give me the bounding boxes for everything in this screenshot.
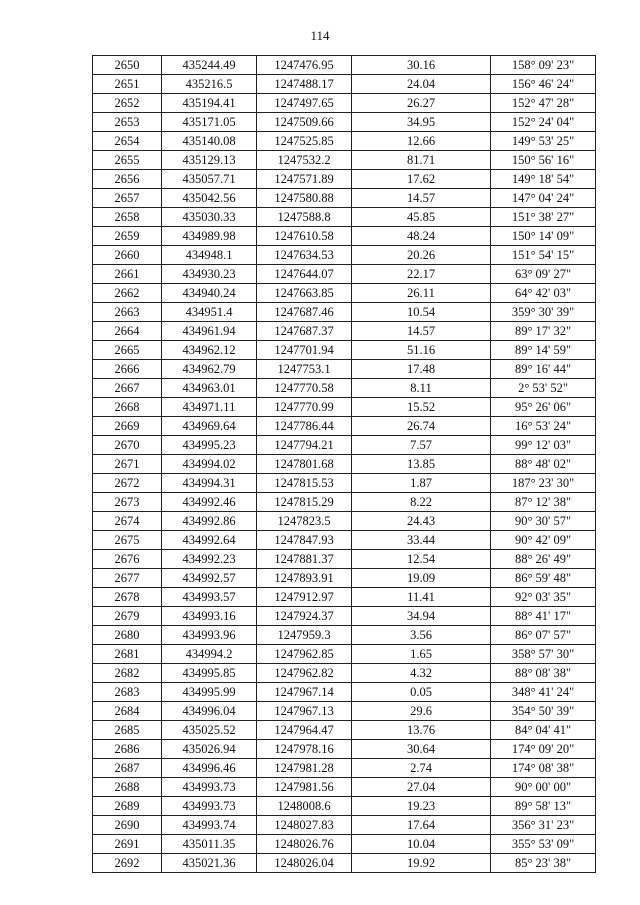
y-coordinate-cell: 1247967.13 [257, 702, 352, 721]
y-coordinate-cell: 1247962.85 [257, 645, 352, 664]
point-number-cell: 2684 [93, 702, 162, 721]
distance-cell: 8.22 [352, 493, 491, 512]
bearing-cell: 359° 30' 39" [491, 303, 596, 322]
x-coordinate-cell: 434930.23 [162, 265, 257, 284]
table-row [93, 113, 596, 132]
bearing-cell: 348° 41' 24" [491, 683, 596, 702]
distance-cell: 12.66 [352, 132, 491, 151]
y-coordinate-cell: 1247687.46 [257, 303, 352, 322]
point-number-cell: 2656 [93, 170, 162, 189]
distance-cell: 13.76 [352, 721, 491, 740]
bearing-cell: 95° 26' 06" [491, 398, 596, 417]
x-coordinate-cell: 435026.94 [162, 740, 257, 759]
distance-cell: 24.43 [352, 512, 491, 531]
distance-cell: 1.87 [352, 474, 491, 493]
bearing-cell: 358° 57' 30" [491, 645, 596, 664]
bearing-cell: 151° 54' 15" [491, 246, 596, 265]
distance-cell: 81.71 [352, 151, 491, 170]
bearing-cell: 156° 46' 24" [491, 75, 596, 94]
table-row [93, 797, 596, 816]
distance-cell: 34.94 [352, 607, 491, 626]
y-coordinate-cell: 1247815.29 [257, 493, 352, 512]
x-coordinate-cell: 434995.23 [162, 436, 257, 455]
bearing-cell: 63° 09' 27" [491, 265, 596, 284]
x-coordinate-cell: 434992.23 [162, 550, 257, 569]
x-coordinate-cell: 435194.41 [162, 94, 257, 113]
distance-cell: 19.23 [352, 797, 491, 816]
table-row [93, 835, 596, 854]
bearing-cell: 147° 04' 24" [491, 189, 596, 208]
table-row [93, 607, 596, 626]
bearing-cell: 152° 24' 04" [491, 113, 596, 132]
x-coordinate-cell: 434995.99 [162, 683, 257, 702]
point-number-cell: 2692 [93, 854, 162, 873]
distance-cell: 11.41 [352, 588, 491, 607]
distance-cell: 15.52 [352, 398, 491, 417]
y-coordinate-cell: 1247634.53 [257, 246, 352, 265]
distance-cell: 13.85 [352, 455, 491, 474]
point-number-cell: 2658 [93, 208, 162, 227]
table-row [93, 265, 596, 284]
point-number-cell: 2691 [93, 835, 162, 854]
table-row [93, 341, 596, 360]
point-number-cell: 2668 [93, 398, 162, 417]
y-coordinate-cell: 1248027.83 [257, 816, 352, 835]
distance-cell: 45.85 [352, 208, 491, 227]
x-coordinate-cell: 434962.79 [162, 360, 257, 379]
y-coordinate-cell: 1247815.53 [257, 474, 352, 493]
table-row [93, 284, 596, 303]
bearing-cell: 88° 48' 02" [491, 455, 596, 474]
y-coordinate-cell: 1247687.37 [257, 322, 352, 341]
table-row [93, 778, 596, 797]
x-coordinate-cell: 434989.98 [162, 227, 257, 246]
x-coordinate-cell: 434961.94 [162, 322, 257, 341]
x-coordinate-cell: 434994.02 [162, 455, 257, 474]
distance-cell: 24.04 [352, 75, 491, 94]
point-number-cell: 2666 [93, 360, 162, 379]
y-coordinate-cell: 1247981.28 [257, 759, 352, 778]
y-coordinate-cell: 1247663.85 [257, 284, 352, 303]
y-coordinate-cell: 1248026.04 [257, 854, 352, 873]
x-coordinate-cell: 435216.5 [162, 75, 257, 94]
distance-cell: 22.17 [352, 265, 491, 284]
table-row [93, 303, 596, 322]
y-coordinate-cell: 1247509.66 [257, 113, 352, 132]
y-coordinate-cell: 1247610.58 [257, 227, 352, 246]
x-coordinate-cell: 434993.16 [162, 607, 257, 626]
distance-cell: 8.11 [352, 379, 491, 398]
y-coordinate-cell: 1248008.6 [257, 797, 352, 816]
table-row [93, 379, 596, 398]
point-number-cell: 2657 [93, 189, 162, 208]
bearing-cell: 152° 47' 28" [491, 94, 596, 113]
y-coordinate-cell: 1247924.37 [257, 607, 352, 626]
distance-cell: 12.54 [352, 550, 491, 569]
x-coordinate-cell: 435042.56 [162, 189, 257, 208]
table-row [93, 493, 596, 512]
distance-cell: 29.6 [352, 702, 491, 721]
distance-cell: 20.26 [352, 246, 491, 265]
table-row [93, 151, 596, 170]
bearing-cell: 89° 14' 59" [491, 341, 596, 360]
table-row [93, 208, 596, 227]
y-coordinate-cell: 1247571.89 [257, 170, 352, 189]
y-coordinate-cell: 1247978.16 [257, 740, 352, 759]
y-coordinate-cell: 1247770.58 [257, 379, 352, 398]
point-number-cell: 2670 [93, 436, 162, 455]
point-number-cell: 2650 [93, 56, 162, 75]
y-coordinate-cell: 1247964.47 [257, 721, 352, 740]
point-number-cell: 2669 [93, 417, 162, 436]
x-coordinate-cell: 434993.96 [162, 626, 257, 645]
bearing-cell: 90° 30' 57" [491, 512, 596, 531]
distance-cell: 10.04 [352, 835, 491, 854]
point-number-cell: 2660 [93, 246, 162, 265]
table-row [93, 417, 596, 436]
x-coordinate-cell: 434951.4 [162, 303, 257, 322]
distance-cell: 1.65 [352, 645, 491, 664]
table-row [93, 56, 596, 75]
point-number-cell: 2679 [93, 607, 162, 626]
x-coordinate-cell: 434940.24 [162, 284, 257, 303]
table-row [93, 436, 596, 455]
x-coordinate-cell: 434963.01 [162, 379, 257, 398]
table-body [93, 56, 596, 873]
point-number-cell: 2665 [93, 341, 162, 360]
distance-cell: 48.24 [352, 227, 491, 246]
distance-cell: 19.92 [352, 854, 491, 873]
point-number-cell: 2690 [93, 816, 162, 835]
bearing-cell: 150° 14' 09" [491, 227, 596, 246]
point-number-cell: 2673 [93, 493, 162, 512]
y-coordinate-cell: 1247497.65 [257, 94, 352, 113]
distance-cell: 0.05 [352, 683, 491, 702]
table-row [93, 398, 596, 417]
bearing-cell: 150° 56' 16" [491, 151, 596, 170]
table-row [93, 740, 596, 759]
point-number-cell: 2662 [93, 284, 162, 303]
y-coordinate-cell: 1247881.37 [257, 550, 352, 569]
x-coordinate-cell: 434993.73 [162, 778, 257, 797]
y-coordinate-cell: 1247893.91 [257, 569, 352, 588]
distance-cell: 17.48 [352, 360, 491, 379]
x-coordinate-cell: 435171.05 [162, 113, 257, 132]
point-number-cell: 2688 [93, 778, 162, 797]
y-coordinate-cell: 1247912.97 [257, 588, 352, 607]
bearing-cell: 16° 53' 24" [491, 417, 596, 436]
bearing-cell: 187° 23' 30" [491, 474, 596, 493]
point-number-cell: 2677 [93, 569, 162, 588]
point-number-cell: 2678 [93, 588, 162, 607]
x-coordinate-cell: 435021.36 [162, 854, 257, 873]
y-coordinate-cell: 1248026.76 [257, 835, 352, 854]
point-number-cell: 2654 [93, 132, 162, 151]
table-row [93, 512, 596, 531]
distance-cell: 30.16 [352, 56, 491, 75]
y-coordinate-cell: 1247847.93 [257, 531, 352, 550]
y-coordinate-cell: 1247701.94 [257, 341, 352, 360]
point-number-cell: 2663 [93, 303, 162, 322]
point-number-cell: 2683 [93, 683, 162, 702]
x-coordinate-cell: 434992.57 [162, 569, 257, 588]
bearing-cell: 90° 42' 09" [491, 531, 596, 550]
y-coordinate-cell: 1247580.88 [257, 189, 352, 208]
y-coordinate-cell: 1247959.3 [257, 626, 352, 645]
bearing-cell: 354° 50' 39" [491, 702, 596, 721]
bearing-cell: 84° 04' 41" [491, 721, 596, 740]
y-coordinate-cell: 1247525.85 [257, 132, 352, 151]
table-row [93, 170, 596, 189]
distance-cell: 17.62 [352, 170, 491, 189]
bearing-cell: 355° 53' 09" [491, 835, 596, 854]
bearing-cell: 86° 07' 57" [491, 626, 596, 645]
point-number-cell: 2661 [93, 265, 162, 284]
point-number-cell: 2667 [93, 379, 162, 398]
table-row [93, 189, 596, 208]
y-coordinate-cell: 1247753.1 [257, 360, 352, 379]
table-row [93, 645, 596, 664]
point-number-cell: 2652 [93, 94, 162, 113]
table-row [93, 455, 596, 474]
distance-cell: 17.64 [352, 816, 491, 835]
y-coordinate-cell: 1247644.07 [257, 265, 352, 284]
distance-cell: 10.54 [352, 303, 491, 322]
table-row [93, 132, 596, 151]
x-coordinate-cell: 435140.08 [162, 132, 257, 151]
bearing-cell: 86° 59' 48" [491, 569, 596, 588]
x-coordinate-cell: 434996.46 [162, 759, 257, 778]
x-coordinate-cell: 434962.12 [162, 341, 257, 360]
bearing-cell: 89° 58' 13" [491, 797, 596, 816]
point-number-cell: 2671 [93, 455, 162, 474]
bearing-cell: 92° 03' 35" [491, 588, 596, 607]
table-row [93, 550, 596, 569]
y-coordinate-cell: 1247770.99 [257, 398, 352, 417]
bearing-cell: 87° 12' 38" [491, 493, 596, 512]
x-coordinate-cell: 434996.04 [162, 702, 257, 721]
table-row [93, 854, 596, 873]
x-coordinate-cell: 435011.35 [162, 835, 257, 854]
distance-cell: 19.09 [352, 569, 491, 588]
y-coordinate-cell: 1247823.5 [257, 512, 352, 531]
y-coordinate-cell: 1247801.68 [257, 455, 352, 474]
point-number-cell: 2686 [93, 740, 162, 759]
point-number-cell: 2680 [93, 626, 162, 645]
table-row [93, 702, 596, 721]
x-coordinate-cell: 434994.31 [162, 474, 257, 493]
table-row [93, 664, 596, 683]
point-number-cell: 2689 [93, 797, 162, 816]
point-number-cell: 2655 [93, 151, 162, 170]
bearing-cell: 88° 26' 49" [491, 550, 596, 569]
distance-cell: 7.57 [352, 436, 491, 455]
distance-cell: 14.57 [352, 189, 491, 208]
table-row [93, 626, 596, 645]
point-number-cell: 2687 [93, 759, 162, 778]
x-coordinate-cell: 434992.86 [162, 512, 257, 531]
bearing-cell: 89° 16' 44" [491, 360, 596, 379]
distance-cell: 4.32 [352, 664, 491, 683]
table-row [93, 721, 596, 740]
x-coordinate-cell: 435129.13 [162, 151, 257, 170]
x-coordinate-cell: 435057.71 [162, 170, 257, 189]
bearing-cell: 64° 42' 03" [491, 284, 596, 303]
table-row [93, 75, 596, 94]
bearing-cell: 174° 09' 20" [491, 740, 596, 759]
point-number-cell: 2682 [93, 664, 162, 683]
distance-cell: 33.44 [352, 531, 491, 550]
x-coordinate-cell: 434994.2 [162, 645, 257, 664]
point-number-cell: 2651 [93, 75, 162, 94]
distance-cell: 34.95 [352, 113, 491, 132]
x-coordinate-cell: 434993.57 [162, 588, 257, 607]
bearing-cell: 2° 53' 52" [491, 379, 596, 398]
y-coordinate-cell: 1247794.21 [257, 436, 352, 455]
distance-cell: 51.16 [352, 341, 491, 360]
distance-cell: 26.27 [352, 94, 491, 113]
bearing-cell: 85° 23' 38" [491, 854, 596, 873]
table-row [93, 683, 596, 702]
point-number-cell: 2681 [93, 645, 162, 664]
point-number-cell: 2653 [93, 113, 162, 132]
y-coordinate-cell: 1247981.56 [257, 778, 352, 797]
y-coordinate-cell: 1247967.14 [257, 683, 352, 702]
bearing-cell: 99° 12' 03" [491, 436, 596, 455]
distance-cell: 27.04 [352, 778, 491, 797]
point-number-cell: 2685 [93, 721, 162, 740]
distance-cell: 14.57 [352, 322, 491, 341]
x-coordinate-cell: 434992.46 [162, 493, 257, 512]
point-number-cell: 2672 [93, 474, 162, 493]
table-row [93, 816, 596, 835]
bearing-cell: 90° 00' 00" [491, 778, 596, 797]
y-coordinate-cell: 1247786.44 [257, 417, 352, 436]
table-row [93, 94, 596, 113]
table-row [93, 759, 596, 778]
bearing-cell: 158° 09' 23" [491, 56, 596, 75]
x-coordinate-cell: 434971.11 [162, 398, 257, 417]
distance-cell: 2.74 [352, 759, 491, 778]
bearing-cell: 89° 17' 32" [491, 322, 596, 341]
distance-cell: 26.74 [352, 417, 491, 436]
coordinates-table [92, 55, 596, 873]
page-number: 114 [310, 28, 330, 43]
bearing-cell: 88° 08' 38" [491, 664, 596, 683]
x-coordinate-cell: 434992.64 [162, 531, 257, 550]
bearing-cell: 149° 18' 54" [491, 170, 596, 189]
point-number-cell: 2659 [93, 227, 162, 246]
x-coordinate-cell: 434948.1 [162, 246, 257, 265]
table-row [93, 246, 596, 265]
table-row [93, 588, 596, 607]
bearing-cell: 149° 53' 25" [491, 132, 596, 151]
point-number-cell: 2664 [93, 322, 162, 341]
table-row [93, 569, 596, 588]
distance-cell: 30.64 [352, 740, 491, 759]
distance-cell: 3.56 [352, 626, 491, 645]
x-coordinate-cell: 434993.74 [162, 816, 257, 835]
table-row [93, 360, 596, 379]
bearing-cell: 356° 31' 23" [491, 816, 596, 835]
x-coordinate-cell: 435030.33 [162, 208, 257, 227]
bearing-cell: 88° 41' 17" [491, 607, 596, 626]
point-number-cell: 2674 [93, 512, 162, 531]
distance-cell: 26.11 [352, 284, 491, 303]
point-number-cell: 2676 [93, 550, 162, 569]
y-coordinate-cell: 1247962.82 [257, 664, 352, 683]
bearing-cell: 151° 38' 27" [491, 208, 596, 227]
x-coordinate-cell: 435244.49 [162, 56, 257, 75]
x-coordinate-cell: 434969.64 [162, 417, 257, 436]
table-row [93, 227, 596, 246]
x-coordinate-cell: 435025.52 [162, 721, 257, 740]
x-coordinate-cell: 434995.85 [162, 664, 257, 683]
point-number-cell: 2675 [93, 531, 162, 550]
table-row [93, 322, 596, 341]
y-coordinate-cell: 1247476.95 [257, 56, 352, 75]
x-coordinate-cell: 434993.73 [162, 797, 257, 816]
table-row [93, 531, 596, 550]
y-coordinate-cell: 1247532.2 [257, 151, 352, 170]
table-row [93, 474, 596, 493]
y-coordinate-cell: 1247488.17 [257, 75, 352, 94]
y-coordinate-cell: 1247588.8 [257, 208, 352, 227]
bearing-cell: 174° 08' 38" [491, 759, 596, 778]
